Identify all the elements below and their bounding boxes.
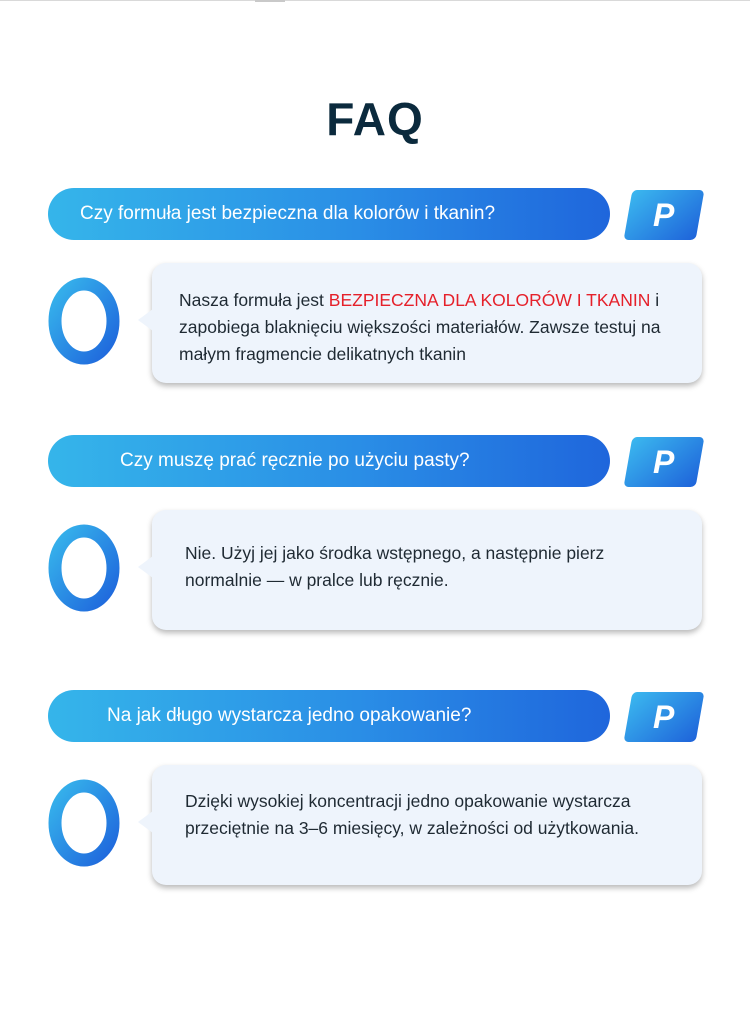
faq-answer-2: Nie. Użyj jej jako środka wstępnego, a następnie pierz normalnie — w pralce lub ręcznie. [152, 510, 702, 630]
answer-highlight: BEZPIECZNA DLA KOLORÓW I TKANIN [328, 290, 651, 310]
p-badge-icon: P [624, 190, 705, 240]
faq-answer-1 [152, 263, 702, 383]
faq-question-2[interactable]: Czy muszę prać ręcznie po użyciu pasty? [48, 435, 610, 487]
answer-text-before: Nasza formuła jest [179, 290, 329, 310]
top-divider [0, 0, 750, 1]
top-notch [255, 0, 285, 2]
faq-question-1[interactable]: Czy formuła jest bezpieczna dla kolorów i tkanin? [48, 188, 610, 240]
faq-answer-3: Dzięki wysokiej koncentracji jedno opakowanie wystarcza przeciętnie na 3–6 miesięcy, w zależności od użytkowania. [152, 765, 702, 885]
o-answer-icon [48, 276, 120, 366]
p-badge-icon: P [624, 692, 705, 742]
o-answer-icon [48, 523, 120, 613]
o-answer-icon [48, 778, 120, 868]
faq-question-3[interactable]: Na jak długo wystarcza jedno opakowanie? [48, 690, 610, 742]
page-title: FAQ [326, 93, 424, 145]
p-badge-icon: P [624, 437, 705, 487]
answer-text-after: i zapobiega blaknięciu większości materiałów. Zawsze testuj na małym fragmencie delikatnych tkanin [179, 290, 661, 364]
